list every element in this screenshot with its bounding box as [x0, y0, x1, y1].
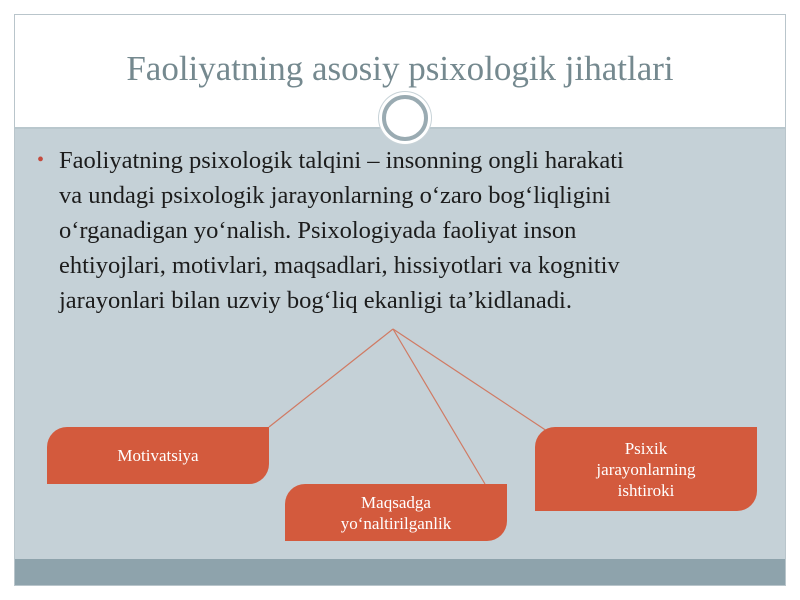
- node-label: jarayonlarning: [596, 459, 696, 479]
- connector-psixik: [393, 329, 550, 433]
- node-label: yo‘naltirilganlik: [340, 513, 452, 533]
- connector-maqsadga: [393, 329, 485, 484]
- bullet-line: o‘rganadigan yo‘nalish. Psixologiyada faoliyat inson: [59, 217, 577, 244]
- node-label: Motivatsiya: [117, 446, 199, 465]
- bullet-line: ehtiyojlari, motivlari, maqsadlari, hissiyotlari va kognitiv: [59, 252, 620, 279]
- bullet-line: jarayonlari bilan uzviy bog‘liq ekanligi ta’kidlanadi.: [59, 287, 572, 314]
- slide: [14, 14, 786, 586]
- slide-title: Faoliyatning asosiy psixologik jihatlari: [126, 49, 674, 88]
- footer-band: [15, 559, 785, 585]
- node-motivatsiya: [47, 427, 269, 484]
- bullet-line: Faoliyatning psixologik talqini – insonning ongli harakati: [59, 147, 624, 174]
- node-label: Maqsadga: [361, 492, 431, 512]
- node-label: Psixik: [624, 438, 668, 458]
- bullet-line: va undagi psixologik jarayonlarning o‘zaro bog‘liqligini: [59, 182, 611, 209]
- node-psixik: [535, 427, 757, 511]
- connector-motivatsiya: [269, 329, 393, 427]
- node-maqsadga: [285, 484, 507, 541]
- bullet-icon: •: [37, 149, 45, 171]
- node-label: ishtiroki: [617, 480, 675, 500]
